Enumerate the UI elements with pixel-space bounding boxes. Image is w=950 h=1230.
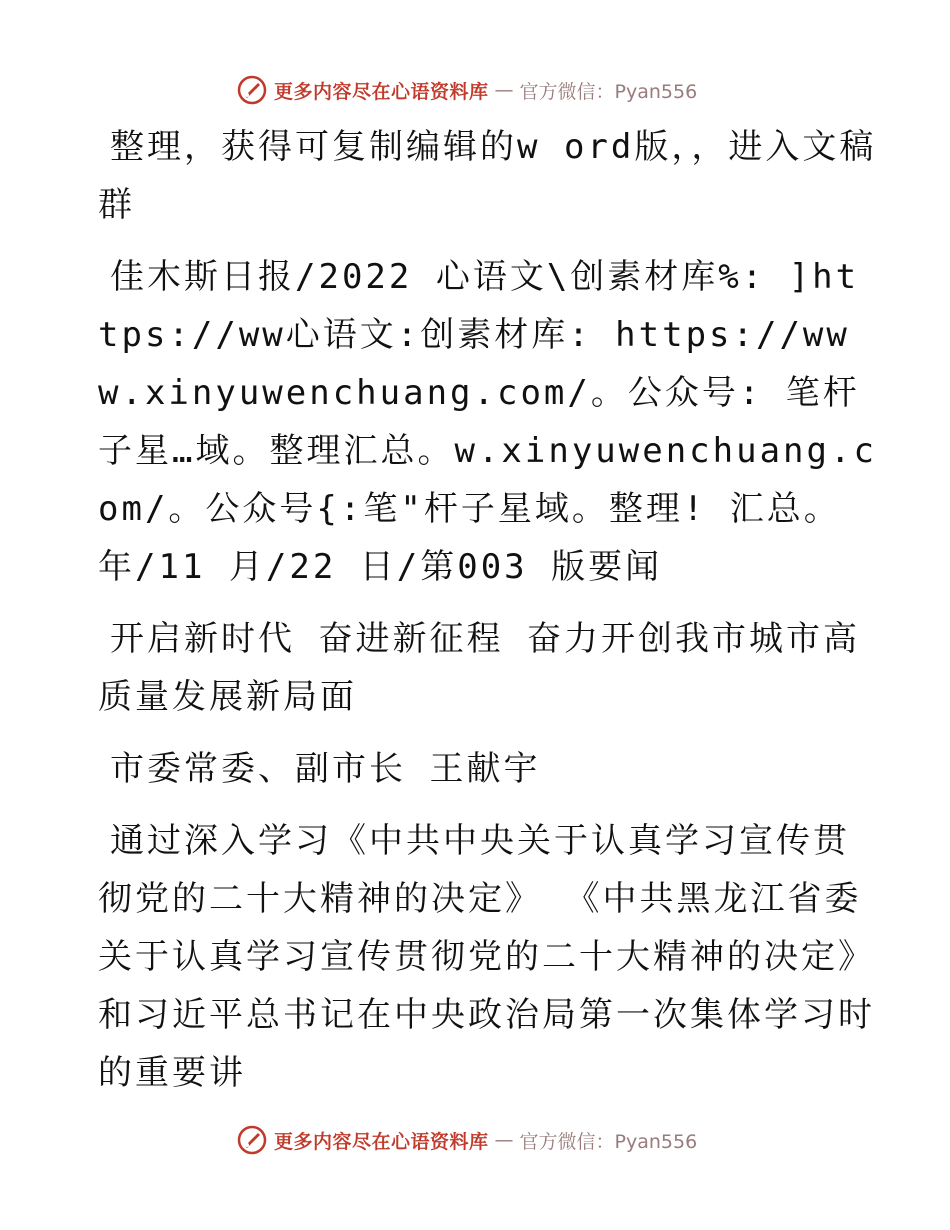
watermark-dash: — bbox=[494, 1129, 514, 1151]
source-line: 佳木斯日报/2022 心语文\创素材库%: ]https://ww心语文:创素材库: https://www.xinyuwenchuang.com/。公众号: 笔杆子星…域。整理汇总。w.xinyuwenchuang.com/。公众号{:笔"杆子星域。整理! 汇总。年/11 月/22 日/第003 版要闻 bbox=[98, 257, 877, 587]
watermark-title: 更多内容尽在心语资料库 bbox=[274, 1130, 489, 1153]
document-body bbox=[98, 118, 878, 1116]
watermark-dash: — bbox=[494, 79, 514, 101]
watermark-wechat: 官方微信：Pyan556 bbox=[519, 80, 698, 103]
brand-logo-icon bbox=[236, 1124, 268, 1156]
article-author: 市委常委、副市长 王献宇 bbox=[110, 749, 541, 789]
article-title: 开启新时代 奋进新征程 奋力开创我市城市高质量发展新局面 bbox=[98, 619, 860, 717]
watermark-wechat: 官方微信：Pyan556 bbox=[519, 1130, 698, 1153]
watermark-title: 更多内容尽在心语资料库 bbox=[274, 80, 489, 103]
brand-logo-icon bbox=[236, 74, 268, 106]
watermark-banner-bottom bbox=[236, 1122, 697, 1158]
article-paragraph: 通过深入学习《中共中央关于认真学习宣传贯彻党的二十大精神的决定》 《中共黑龙江省委关于认真学习宣传贯彻党的二十大精神的决定》和习近平总书记在中央政治局第一次集体学习时的重要讲 bbox=[98, 821, 875, 1093]
watermark-banner-top bbox=[236, 72, 697, 108]
intro-note: 整理，获得可复制编辑的w ord版，，进入文稿群 bbox=[98, 127, 877, 225]
